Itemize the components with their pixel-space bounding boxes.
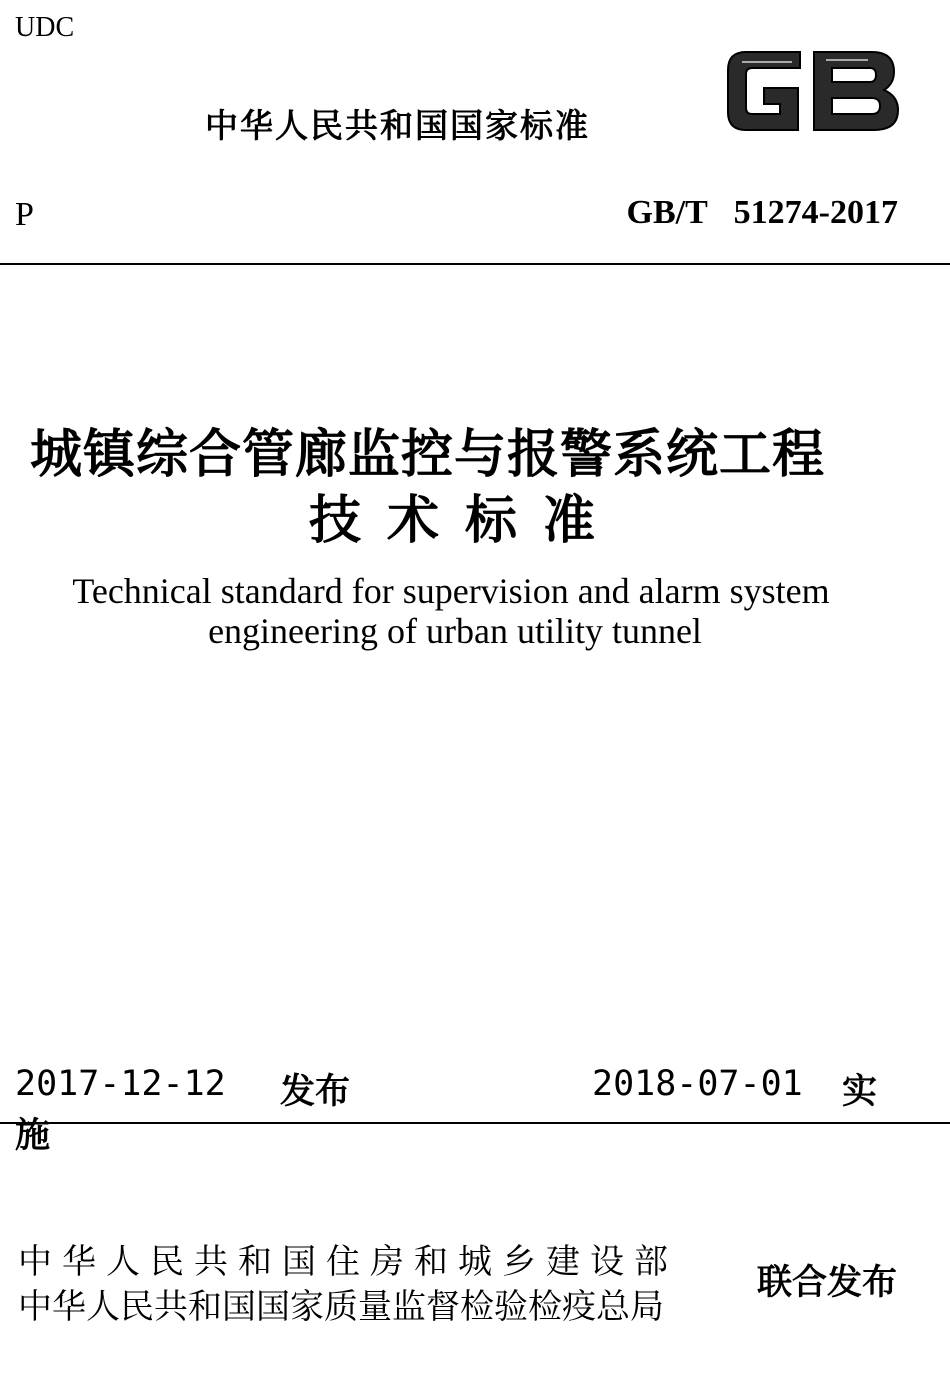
national-standard-heading: 中华人民共和国国家标准 [205,106,590,145]
issue-date: 2017-12-12 [15,1064,226,1104]
title-chinese-line1: 城镇综合管廊监控与报警系统工程 [30,425,826,485]
implementation-label-part2: 施 [15,1116,51,1156]
implementation-label-part1: 实 [842,1072,878,1112]
issuer-ministry-housing: 中华人民共和国住房和城乡建设部 [18,1242,678,1282]
udc-label: UDC [15,12,75,43]
title-english-line1: Technical standard for supervision and alarm system [72,571,830,611]
issue-label: 发布 [280,1072,351,1112]
title-chinese-line2: 技术标准 [308,491,621,551]
title-english-line2: engineering of urban utility tunnel [208,611,702,651]
classification-code: P [15,196,34,233]
gb-logo [722,40,904,140]
joint-issue-label: 联合发布 [757,1263,898,1303]
standard-number: GB/T 51274-2017 [626,194,898,231]
top-divider [0,263,950,265]
bottom-divider [0,1122,950,1124]
issuer-aqsiq: 中华人民共和国国家质量监督检验检疫总局 [18,1287,664,1327]
implementation-date: 2018-07-01 [592,1064,803,1104]
